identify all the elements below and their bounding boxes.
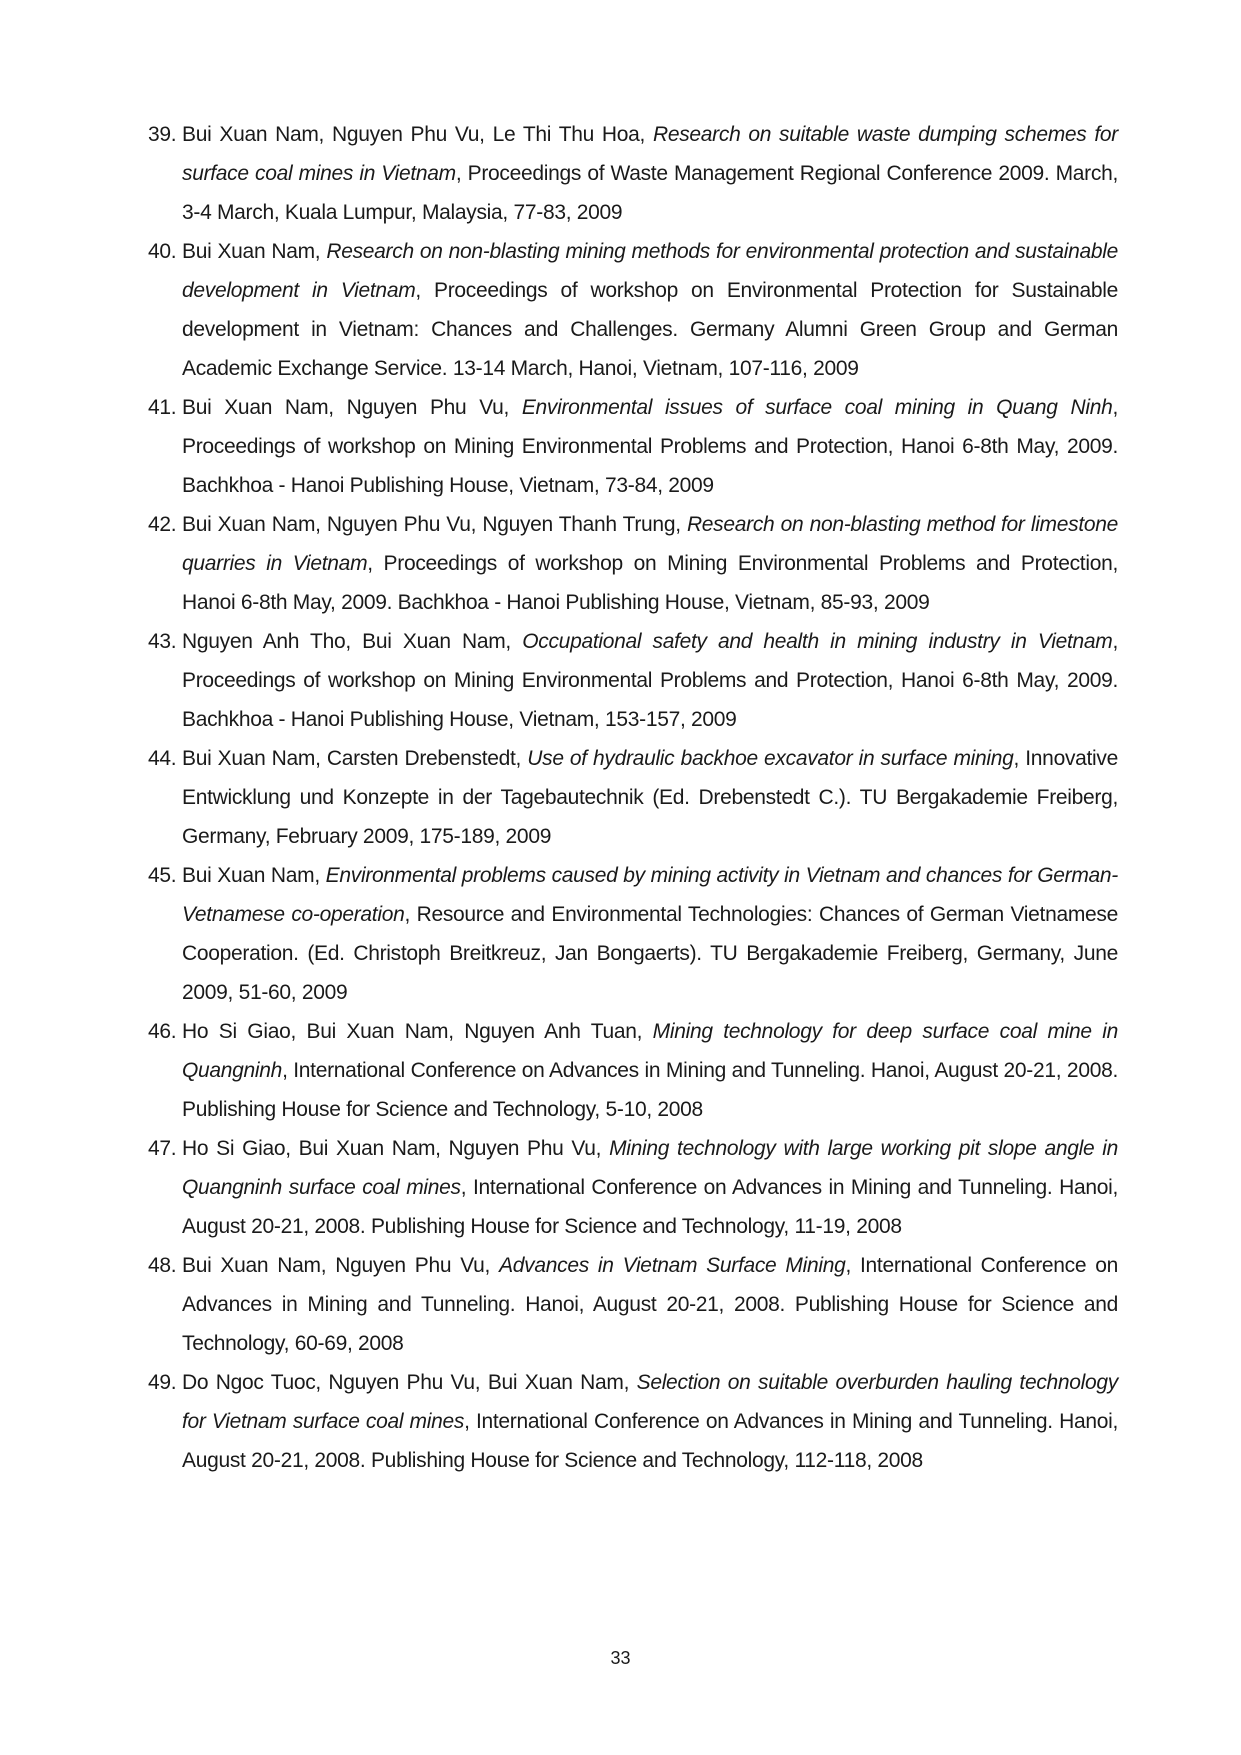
- reference-number: 41.: [148, 396, 177, 419]
- reference-text: [182, 232, 1118, 388]
- reference-details: , Proceedings of workshop on Mining Environmental Problems and Protection, Hanoi 6-8th May, 2009. Bachkhoa - Hanoi Publishing House, Vietnam, 85-93, 2009: [182, 552, 1118, 614]
- reference-authors: Bui Xuan Nam,: [182, 864, 326, 887]
- reference-text: [182, 115, 1118, 232]
- reference-authors: Bui Xuan Nam, Nguyen Phu Vu,: [182, 396, 522, 419]
- reference-item: [148, 622, 1118, 739]
- reference-item: [148, 1012, 1118, 1129]
- reference-text: [182, 1246, 1118, 1363]
- reference-title: Selection on suitable overburden hauling technology for Vietnam surface coal mines: [182, 1371, 1118, 1433]
- reference-details: , Innovative Entwicklung und Konzepte in der Tagebautechnik (Ed. Drebenstedt C.). TU Bergakademie Freiberg, Germany, February 2009, 175-189, 2009: [182, 747, 1119, 848]
- reference-number: 49.: [148, 1371, 177, 1394]
- reference-details: , Proceedings of workshop on Mining Environmental Problems and Protection, Hanoi 6-8th May, 2009. Bachkhoa - Hanoi Publishing House, Vietnam, 153-157, 2009: [182, 630, 1118, 731]
- reference-authors: Bui Xuan Nam, Nguyen Phu Vu, Nguyen Thanh Trung,: [182, 513, 687, 536]
- page-number: 33: [610, 1648, 631, 1668]
- reference-authors: Ho Si Giao, Bui Xuan Nam, Nguyen Phu Vu,: [182, 1137, 610, 1160]
- reference-text: [182, 622, 1118, 739]
- reference-details: , Proceedings of workshop on Environmental Protection for Sustainable development in Vietnam: Chances and Challenges. Germany Alumni Green Group and German Academic Exchange Service. 13-14 March, Hanoi, Vietnam, 107-116, 2009: [182, 279, 1118, 380]
- reference-item: [148, 856, 1118, 1012]
- reference-number: 43.: [148, 630, 177, 653]
- reference-item: [148, 505, 1118, 622]
- reference-item: [148, 739, 1118, 856]
- reference-number: 42.: [148, 513, 177, 536]
- reference-title: Mining technology for deep surface coal mine in Quangninh: [182, 1020, 1118, 1082]
- reference-authors: Do Ngoc Tuoc, Nguyen Phu Vu, Bui Xuan Nam,: [182, 1371, 637, 1394]
- reference-title: Mining technology with large working pit slope angle in Quangninh surface coal mines: [182, 1137, 1118, 1199]
- reference-title: Environmental issues of surface coal mining in Quang Ninh: [521, 396, 1113, 419]
- reference-details: , Proceedings of workshop on Mining Environmental Problems and Protection, Hanoi 6-8th May, 2009. Bachkhoa - Hanoi Publishing House, Vietnam, 73-84, 2009: [182, 396, 1118, 497]
- reference-title: Use of hydraulic backhoe excavator in surface mining: [527, 747, 1014, 770]
- reference-title: Research on non-blasting mining methods for environmental protection and sustainable development in Vietnam: [182, 240, 1119, 302]
- reference-item: [148, 232, 1118, 388]
- reference-text: [182, 388, 1118, 505]
- reference-number: 48.: [148, 1254, 177, 1277]
- reference-title: Research on suitable waste dumping schemes for surface coal mines in Vietnam: [182, 123, 1118, 185]
- reference-list: [148, 115, 1118, 1480]
- reference-text: [182, 856, 1118, 1012]
- reference-text: [182, 505, 1118, 622]
- reference-authors: Bui Xuan Nam, Nguyen Phu Vu, Le Thi Thu Hoa,: [182, 123, 653, 146]
- reference-authors: Bui Xuan Nam, Carsten Drebenstedt,: [182, 747, 528, 770]
- reference-details: , Proceedings of Waste Management Regional Conference 2009. March, 3-4 March, Kuala Lumpur, Malaysia, 77-83, 2009: [182, 162, 1118, 224]
- reference-text: [182, 739, 1118, 856]
- reference-item: [148, 115, 1118, 232]
- reference-details: , International Conference on Advances in Mining and Tunneling. Hanoi, August 20-21, 2008. Publishing House for Science and Technology, 60-69, 2008: [182, 1254, 1118, 1355]
- reference-number: 39.: [148, 123, 177, 146]
- reference-number: 40.: [148, 240, 177, 263]
- reference-number: 46.: [148, 1020, 177, 1043]
- reference-title: Occupational safety and health in mining industry in Vietnam: [522, 630, 1113, 653]
- reference-title: Advances in Vietnam Surface Mining: [499, 1254, 846, 1277]
- reference-title: Research on non-blasting method for limestone quarries in Vietnam: [182, 513, 1119, 575]
- reference-authors: Ho Si Giao, Bui Xuan Nam, Nguyen Anh Tuan,: [182, 1020, 653, 1043]
- reference-number: 47.: [148, 1137, 177, 1160]
- reference-details: , Resource and Environmental Technologies: Chances of German Vietnamese Cooperation. (Ed. Christoph Breitkreuz, Jan Bongaerts). TU Bergakademie Freiberg, Germany, June 2009, 51-60, 2009: [182, 903, 1119, 1004]
- reference-item: [148, 1363, 1118, 1480]
- reference-details: , International Conference on Advances in Mining and Tunneling. Hanoi, August 20-21, 2008. Publishing House for Science and Technology, 112-118, 2008: [182, 1410, 1118, 1472]
- reference-authors: Bui Xuan Nam,: [182, 240, 327, 263]
- reference-text: [182, 1129, 1118, 1246]
- reference-number: 45.: [148, 864, 177, 887]
- reference-details: , International Conference on Advances in Mining and Tunneling. Hanoi, August 20-21, 2008. Publishing House for Science and Technology, 5-10, 2008: [182, 1059, 1118, 1121]
- reference-title: Environmental problems caused by mining activity in Vietnam and chances for German-Vetnamese co-operation: [182, 864, 1119, 926]
- reference-authors: Nguyen Anh Tho, Bui Xuan Nam,: [182, 630, 523, 653]
- reference-authors: Bui Xuan Nam, Nguyen Phu Vu,: [182, 1254, 500, 1277]
- reference-item: [148, 388, 1118, 505]
- reference-text: [182, 1363, 1118, 1480]
- reference-details: , International Conference on Advances in Mining and Tunneling. Hanoi, August 20-21, 2008. Publishing House for Science and Technology, 11-19, 2008: [182, 1176, 1119, 1238]
- reference-number: 44.: [148, 747, 177, 770]
- reference-item: [148, 1246, 1118, 1363]
- reference-item: [148, 1129, 1118, 1246]
- reference-text: [182, 1012, 1118, 1129]
